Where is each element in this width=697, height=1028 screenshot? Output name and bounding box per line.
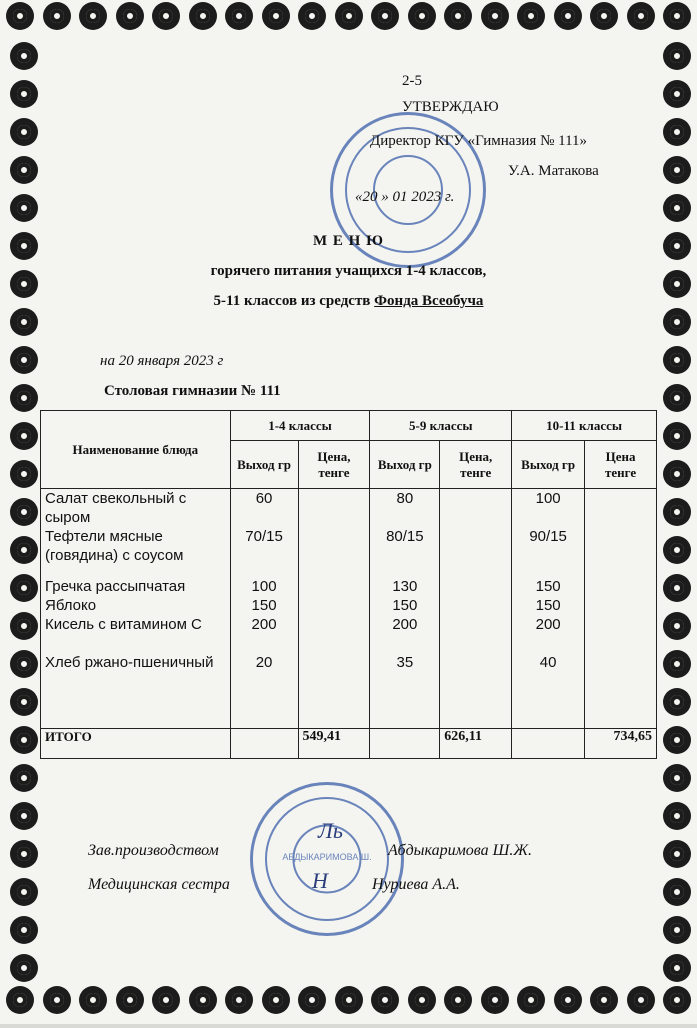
- group-header-10-11: 10-11 классы: [512, 411, 657, 441]
- director-title: Директор КГУ «Гимназия № 111»: [370, 133, 588, 149]
- doc-reference: 2-5: [402, 73, 422, 89]
- director-name: У.А. Матакова: [508, 163, 599, 179]
- group-header-1-4: 1-4 классы: [230, 411, 370, 441]
- production-head-name: Абдыкаримова Ш.Ж.: [388, 842, 532, 859]
- price-header: Цена, тенге: [440, 441, 512, 489]
- output-value: 70/15: [245, 528, 283, 545]
- total-5-9: 626,11: [440, 729, 512, 759]
- output-header: Выход гр: [370, 441, 440, 489]
- production-head-role: Зав.производством: [88, 842, 219, 859]
- output-header: Выход гр: [230, 441, 298, 489]
- subtitle-prefix: 5-11 классов из средств: [213, 293, 375, 309]
- price-header: Цена, тенге: [298, 441, 370, 489]
- dish-name: Яблоко: [45, 597, 97, 614]
- menu-date: на 20 января 2023 г: [100, 353, 224, 369]
- footer-stamp: [250, 782, 404, 936]
- dish-name: Салат свекольный с сыром: [45, 490, 187, 526]
- menu-subtitle-1: горячего питания учащихся 1-4 классов,: [210, 263, 487, 279]
- approve-heading: УТВЕРЖДАЮ: [402, 99, 499, 115]
- output-value: 200: [535, 616, 561, 633]
- total-row: [41, 729, 657, 759]
- output-value: 150: [251, 597, 277, 614]
- price-header: Цена тенге: [585, 441, 657, 489]
- group-header-5-9: 5-9 классы: [370, 411, 512, 441]
- output-value: 60: [255, 490, 273, 507]
- output-value: 200: [251, 616, 277, 633]
- dish-name: Гречка рассыпчатая: [45, 578, 186, 595]
- nurse-role: Медицинская сестра: [88, 876, 230, 893]
- nurse-name: Нуриева А.А.: [372, 876, 460, 893]
- dish-column-header: Наименование блюда: [41, 411, 231, 489]
- menu-title: М Е Н Ю: [313, 233, 384, 249]
- total-1-4: 549,41: [298, 729, 370, 759]
- menu-subtitle-2: [0, 292, 697, 310]
- output-value: 20: [255, 654, 273, 671]
- fund-name: Фонда Всеобуча: [374, 293, 484, 309]
- dish-name: Хлеб ржано-пшеничный: [45, 654, 214, 671]
- output-value: 130: [392, 578, 418, 595]
- output-value: 150: [535, 578, 561, 595]
- output-value: 90/15: [529, 528, 567, 545]
- stamp-text: АБДЫКАРИМОВА Ш.: [282, 851, 372, 862]
- approval-date: «20 » 01 2023 г.: [355, 189, 455, 205]
- output-value: 80: [396, 490, 414, 507]
- output-value: 35: [396, 654, 414, 671]
- dish-name: Тефтели мясные (говядина) с соусом: [45, 528, 184, 564]
- output-value: 200: [392, 616, 418, 633]
- signature-2: Н: [312, 868, 328, 893]
- output-value: 80/15: [386, 528, 424, 545]
- dishes-row: [41, 489, 657, 729]
- output-value: 100: [251, 578, 277, 595]
- dish-name: Кисель с витамином С: [45, 616, 202, 633]
- output-value: 40: [539, 654, 557, 671]
- signature-1: Ль: [318, 818, 343, 843]
- total-label: ИТОГО: [41, 729, 231, 759]
- total-10-11: 734,65: [585, 729, 657, 759]
- menu-table: [40, 410, 657, 759]
- output-header: Выход гр: [512, 441, 585, 489]
- canteen-name: Столовая гимназии № 111: [104, 383, 281, 399]
- output-value: 150: [392, 597, 418, 614]
- output-value: 150: [535, 597, 561, 614]
- output-value: 100: [535, 490, 561, 507]
